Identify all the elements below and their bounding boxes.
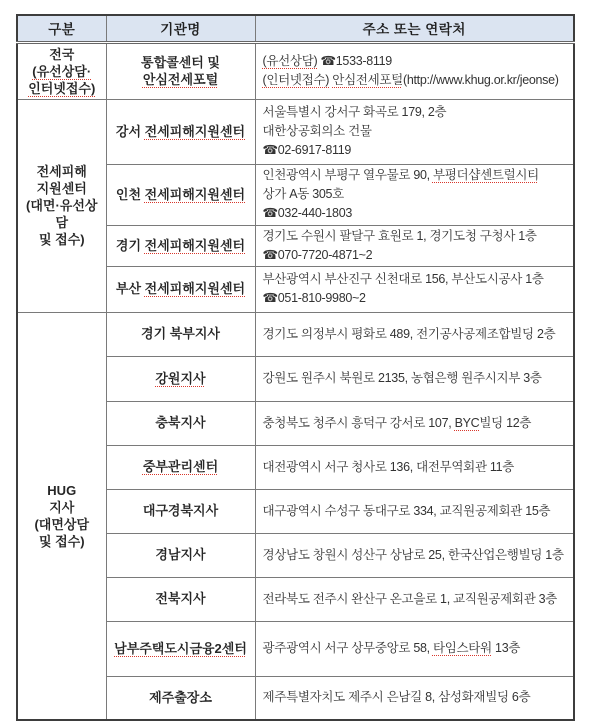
category-line: 인터넷접수) (28, 80, 96, 96)
address-part: 빌딩 12층 (479, 415, 532, 430)
org-cell-jeonbuk: 전북지사 (106, 577, 255, 621)
address-cell-daegu-gyeongbuk (255, 489, 574, 533)
org-cell-gyeongnam: 경남지사 (106, 533, 255, 577)
address-line: 부산광역시 부산진구 신천대로 156, 부산도시공사 1층 (262, 272, 544, 286)
phone-number: ☎1533-8119 (317, 54, 392, 68)
address-cell-nambu (255, 621, 574, 676)
org-name: 전세피해지원센터 (144, 281, 246, 296)
address-line: 제주특별자치도 제주시 은남길 8, 삼성화재빌딩 6층 (262, 690, 531, 705)
org-cell-gangseo (106, 99, 255, 164)
category-cell-hug-branches (17, 312, 106, 720)
header-row (17, 15, 574, 42)
header-cell-category: 구분 (17, 15, 106, 42)
org-name: 중부관리센터 (142, 459, 219, 474)
phone-line: ☎02-6917-8119 (262, 143, 352, 157)
category-line: 및 접수) (38, 232, 85, 247)
org-name: 전세피해지원센터 (144, 123, 246, 139)
org-cell-busan (106, 266, 255, 312)
address-part: BYC (454, 415, 480, 430)
address-part: 13층 (491, 641, 521, 655)
address-cell-gangwon (255, 356, 574, 401)
address-cell-chungbuk (255, 401, 574, 445)
phone-line (263, 52, 571, 71)
address-line: 대한상공회의소 건물 (262, 124, 372, 138)
portal-url: (http://www.khug.or.kr/jeonse) (402, 73, 559, 87)
org-cell-daegu-gyeongbuk: 대구경북지사 (106, 489, 255, 533)
category-cell-national (17, 42, 106, 99)
address-line: 강원도 원주시 북원로 2135, 농협은행 원주시지부 3층 (262, 371, 542, 385)
org-cell-jungbu (106, 445, 255, 489)
category-line: 전세피해 (36, 164, 87, 179)
address-cell-jeju (255, 676, 574, 720)
address-line: 대구광역시 수성구 동대구로 334, 교직원공제회관 15층 (262, 503, 551, 518)
address-cell-national (255, 42, 574, 99)
org-name: 전세피해지원센터 (144, 237, 246, 253)
category-line: 및 접수) (38, 533, 85, 549)
web-line (263, 71, 571, 90)
address-part: 인천광역시 부평구 열우물로 90, (262, 168, 433, 182)
region: 부산 (115, 281, 145, 296)
address-cell-jeonbuk (255, 577, 574, 621)
address-line: 상가 A동 305호 (262, 187, 344, 201)
org-cell-incheon (106, 164, 255, 225)
contact-table (16, 14, 575, 721)
category-cell-jeonse-centers (17, 99, 106, 312)
address-line (263, 166, 571, 185)
org-cell-jeju: 제주출장소 (106, 676, 255, 720)
header-cell-org: 기관명 (106, 15, 255, 42)
org-name: 전세피해지원센터 (144, 186, 246, 202)
region: 강서 (115, 123, 145, 139)
address-cell-gyeongnam (255, 533, 574, 577)
address-part: 광주광역시 서구 상무중앙로 58, (262, 641, 433, 655)
org-cell-nambu (106, 621, 255, 676)
address-cell-gyeonggi-north (255, 312, 574, 356)
category-line: HUG (47, 482, 77, 498)
phone-label: (유선상담) (262, 54, 318, 68)
address-line: 경기도 수원시 팔달구 효원로 1, 경기도청 구청사 1층 (262, 228, 537, 243)
header-cell-address: 주소 또는 연락처 (255, 15, 574, 42)
address-cell-busan (255, 266, 574, 312)
address-part: 타임스타워 (432, 641, 492, 655)
phone-line: ☎032-440-1803 (262, 206, 353, 220)
org-cell-gangwon (106, 356, 255, 401)
address-line: 전라북도 전주시 완산구 온고을로 1, 교직원공제회관 3층 (262, 591, 558, 606)
address-line: 경상남도 창원시 성산구 상남로 25, 한국산업은행빌딩 1층 (262, 547, 564, 562)
category-line: (대면·유선상담 (26, 198, 98, 230)
address-line: 서울특별시 강서구 화곡로 179, 2층 (262, 105, 447, 119)
address-cell-jungbu (255, 445, 574, 489)
address-line: 경기도 의정부시 평화로 489, 전기공사공제조합빌딩 2층 (262, 326, 556, 341)
org-name: 남부주택도시금융2센터 (114, 640, 247, 656)
address-line: 대전광역시 서구 청사로 136, 대전무역회관 11층 (262, 459, 515, 474)
category-line: (대면상담 (34, 516, 90, 532)
address-line (263, 639, 571, 658)
address-line (263, 414, 571, 433)
region: 인천 (115, 186, 145, 202)
org-name: 강원지사 (155, 370, 206, 386)
phone-line: ☎070-7720-4871~2 (262, 247, 373, 262)
org-cell-callcenter (106, 42, 255, 99)
category-line: 전국 (49, 46, 75, 62)
address-part: 충청북도 청주시 흥덕구 강서로 107, (262, 415, 455, 430)
org-cell-chungbuk: 충북지사 (106, 401, 255, 445)
address-cell-gyeonggi (255, 225, 574, 266)
region: 경기 (115, 237, 145, 253)
address-cell-incheon (255, 164, 574, 225)
org-cell-gyeonggi-north: 경기 북부지사 (106, 312, 255, 356)
category-line: 지사 (49, 499, 75, 515)
contact-table-wrapper (16, 14, 575, 721)
address-part: 부평더샵센트럴시티 (432, 168, 539, 182)
category-line: (유선상담· (32, 63, 92, 79)
org-cell-gyeonggi (106, 225, 255, 266)
portal-name: 안심전세포털 (332, 73, 403, 87)
table-row-national (17, 42, 574, 99)
table-row-gyeonggi-north (17, 312, 574, 356)
org-line: 안심전세포털 (142, 72, 219, 87)
phone-line: ☎051-810-9980~2 (262, 291, 366, 305)
org-line: 통합콜센터 및 (141, 55, 220, 70)
address-cell-gangseo (255, 99, 574, 164)
category-line: 지원센터 (36, 181, 87, 196)
table-row-gangseo (17, 99, 574, 164)
web-label: (인터넷접수) (262, 73, 330, 87)
